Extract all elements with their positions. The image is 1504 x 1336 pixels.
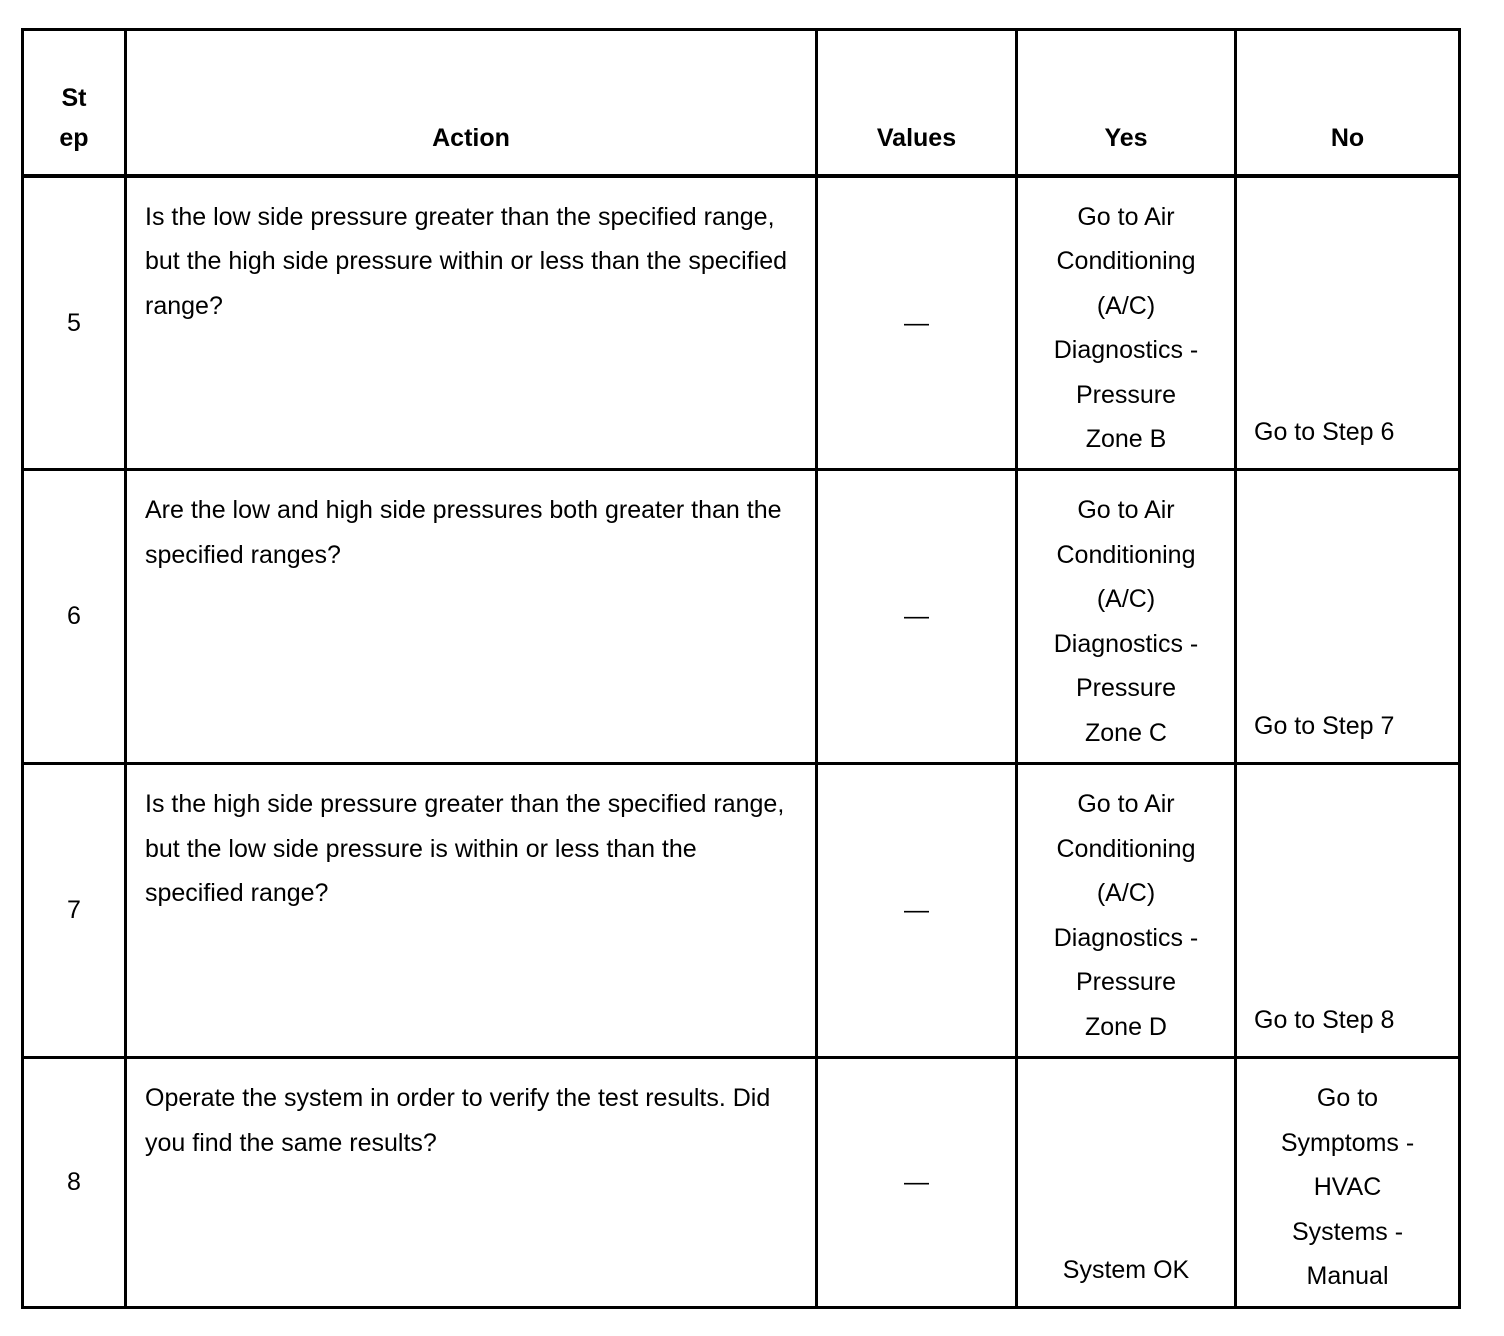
yes-line: Conditioning bbox=[1056, 834, 1196, 863]
yes-line: Zone D bbox=[1085, 1012, 1167, 1041]
header-no: No bbox=[1236, 30, 1460, 176]
table-row-step-8 bbox=[23, 1058, 1460, 1308]
yes-cell bbox=[1017, 764, 1236, 1058]
action-text: Is the low side pressure greater than the specified range, but the high side pressure within or less than the specified range? bbox=[126, 176, 817, 470]
action-text: Are the low and high side pressures both greater than the specified ranges? bbox=[126, 470, 817, 764]
yes-line: Go to Air bbox=[1077, 790, 1175, 818]
no-cell bbox=[1236, 470, 1460, 764]
table-row-step-5 bbox=[23, 176, 1460, 470]
yes-line: Pressure bbox=[1075, 380, 1177, 409]
yes-line: Pressure bbox=[1075, 674, 1177, 702]
yes-line: (A/C) bbox=[1096, 585, 1156, 613]
no-line: Go to Step 6 bbox=[1254, 417, 1395, 446]
yes-cell bbox=[1017, 1058, 1236, 1308]
table-row-step-6 bbox=[23, 470, 1460, 764]
yes-line: (A/C) bbox=[1096, 291, 1156, 320]
values-cell: — bbox=[817, 1058, 1017, 1308]
yes-line: Zone C bbox=[1085, 718, 1167, 747]
action-text: Operate the system in order to verify the test results. Did you find the same results? bbox=[126, 1058, 817, 1308]
yes-line: System OK bbox=[1062, 1255, 1190, 1284]
yes-line: Conditioning bbox=[1056, 247, 1196, 275]
table-row-step-7 bbox=[23, 764, 1460, 1058]
yes-line: Diagnostics - bbox=[1053, 629, 1199, 658]
yes-line: Conditioning bbox=[1056, 540, 1196, 569]
no-line: Go to Step 8 bbox=[1254, 1005, 1395, 1034]
no-line: Systems - bbox=[1291, 1217, 1404, 1246]
diagnostic-table bbox=[21, 28, 1461, 1309]
values-cell: — bbox=[817, 470, 1017, 764]
no-cell bbox=[1236, 176, 1460, 470]
no-line: Go to bbox=[1316, 1084, 1379, 1112]
yes-line: Go to Air bbox=[1077, 202, 1175, 231]
no-line: HVAC bbox=[1313, 1173, 1382, 1201]
values-cell: — bbox=[817, 764, 1017, 1058]
no-cell bbox=[1236, 1058, 1460, 1308]
header-row bbox=[23, 30, 1460, 176]
yes-cell bbox=[1017, 470, 1236, 764]
step-number: 5 bbox=[23, 176, 126, 470]
no-line: Go to Step 7 bbox=[1254, 711, 1395, 740]
no-cell bbox=[1236, 764, 1460, 1058]
header-yes: Yes bbox=[1017, 30, 1236, 176]
header-step-line2: ep bbox=[59, 123, 89, 152]
yes-line: (A/C) bbox=[1096, 879, 1156, 907]
yes-line: Pressure bbox=[1075, 968, 1177, 996]
action-text: Is the high side pressure greater than the specified range, but the low side pressure is within or less than the specified range? bbox=[126, 764, 817, 1058]
header-values: Values bbox=[817, 30, 1017, 176]
yes-line: Go to Air bbox=[1077, 496, 1175, 524]
step-number: 6 bbox=[23, 470, 126, 764]
step-number: 7 bbox=[23, 764, 126, 1058]
yes-cell bbox=[1017, 176, 1236, 470]
yes-line: Zone B bbox=[1085, 425, 1167, 453]
header-step bbox=[23, 30, 126, 176]
values-cell: — bbox=[817, 176, 1017, 470]
step-number: 8 bbox=[23, 1058, 126, 1308]
no-line: Symptoms - bbox=[1280, 1128, 1415, 1157]
header-step-line1: St bbox=[61, 83, 87, 112]
header-action: Action bbox=[126, 30, 817, 176]
no-line: Manual bbox=[1306, 1262, 1389, 1290]
yes-line: Diagnostics - bbox=[1053, 336, 1199, 364]
yes-line: Diagnostics - bbox=[1053, 923, 1199, 952]
